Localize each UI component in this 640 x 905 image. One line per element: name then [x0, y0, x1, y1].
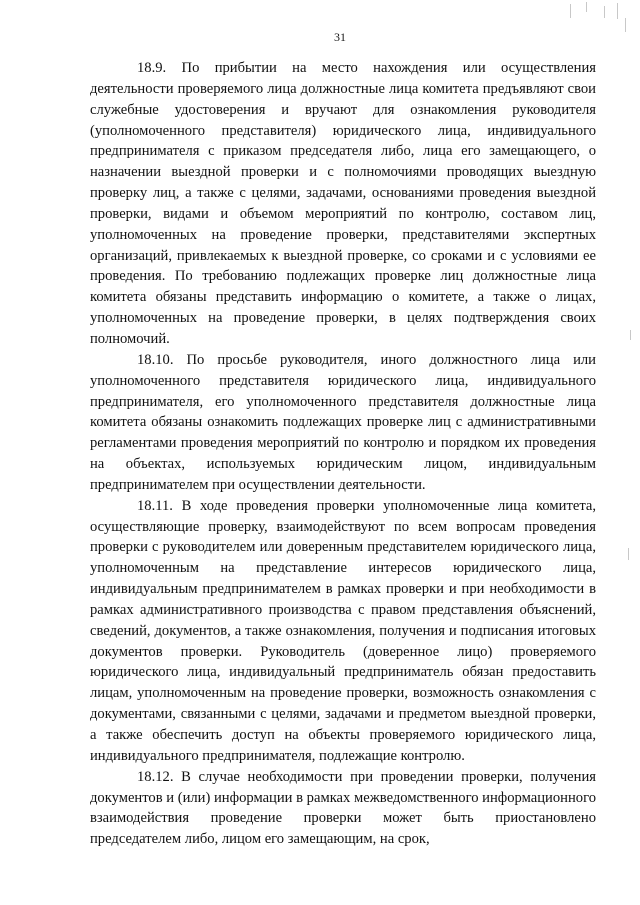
scan-speck — [628, 548, 629, 560]
scan-speck — [630, 330, 631, 340]
page-number: 31 — [334, 30, 346, 44]
scan-speck — [625, 18, 626, 32]
paragraph-18-10: 18.10. По просьбе руководителя, иного должностного лица или уполномоченного представителя юридического лица, индивидуального предпринимателя, его уполномоченного представителя должностные лица комитета обязаны ознакомить подлежащих проверке лиц с административными регламентами проведения мероприятий по контролю и порядком их проведения на объектах, используемых юридическим лицом, индивидуальным предпринимателем при осуществлении деятельности. — [90, 351, 596, 493]
scan-speck — [586, 2, 587, 12]
scan-speck — [617, 3, 618, 19]
scan-speck — [604, 6, 605, 18]
document-body — [90, 58, 596, 850]
paragraph-18-11: 18.11. В ходе проведения проверки уполномоченные лица комитета, осуществляющие проверку, взаимодействуют по всем вопросам проведения проверки с руководителем или доверенным представителем юридического лица, уполномоченным на представление интересов юридического лица, индивидуальным предпринимателем в рамках проверки и при необходимости в рамках административного производства с правом представления объяснений, сведений, документов, а также ознакомления, получения и подписания итоговых документов проверки. Руководитель (доверенное лицо) проверяемого юридического лица, индивидуальный предприниматель обязан предоставить лицам, уполномоченным на проведение проверки, возможность ознакомления с документами, связанными с целями, задачами и предметом выездной проверки, а также обеспечить доступ на объекты проверяемого юридического лица, индивидуального предпринимателя, подлежащие контролю. — [90, 497, 596, 764]
paragraph-18-9: 18.9. По прибытии на место нахождения или осуществления деятельности проверяемого лица должностные лица комитета предъявляют свои служебные удостоверения и вручают для ознакомления руководителя (уполномоченного представителя) юридического лица, индивидуального предпринимателя с приказом председателя либо, лица его замещающего, о назначении выездной проверки и с полномочиями проводящих выездную проверку лиц, а также с целями, задачами, основаниями проведения выездной проверки, видами и объемом мероприятий по контролю, составом лиц, уполномоченных на проведение проверки, представителями экспертных организаций, привлекаемых к выездной проверке, со сроками и с условиями ее проведения. По требованию подлежащих проверке лиц должностные лица комитета обязаны представить информацию о комитете, а также о лицах, уполномоченных на проведение проверки, в целях подтверждения своих полномочий. — [90, 60, 596, 347]
paragraph-18-12: 18.12. В случае необходимости при проведении проверки, получения документов и (или) информации в рамках межведомственного информационного взаимодействия проведение проверки может быть приостановлено председателем либо, лицом его замещающим, на срок, — [90, 768, 596, 848]
scan-speck — [570, 4, 571, 18]
